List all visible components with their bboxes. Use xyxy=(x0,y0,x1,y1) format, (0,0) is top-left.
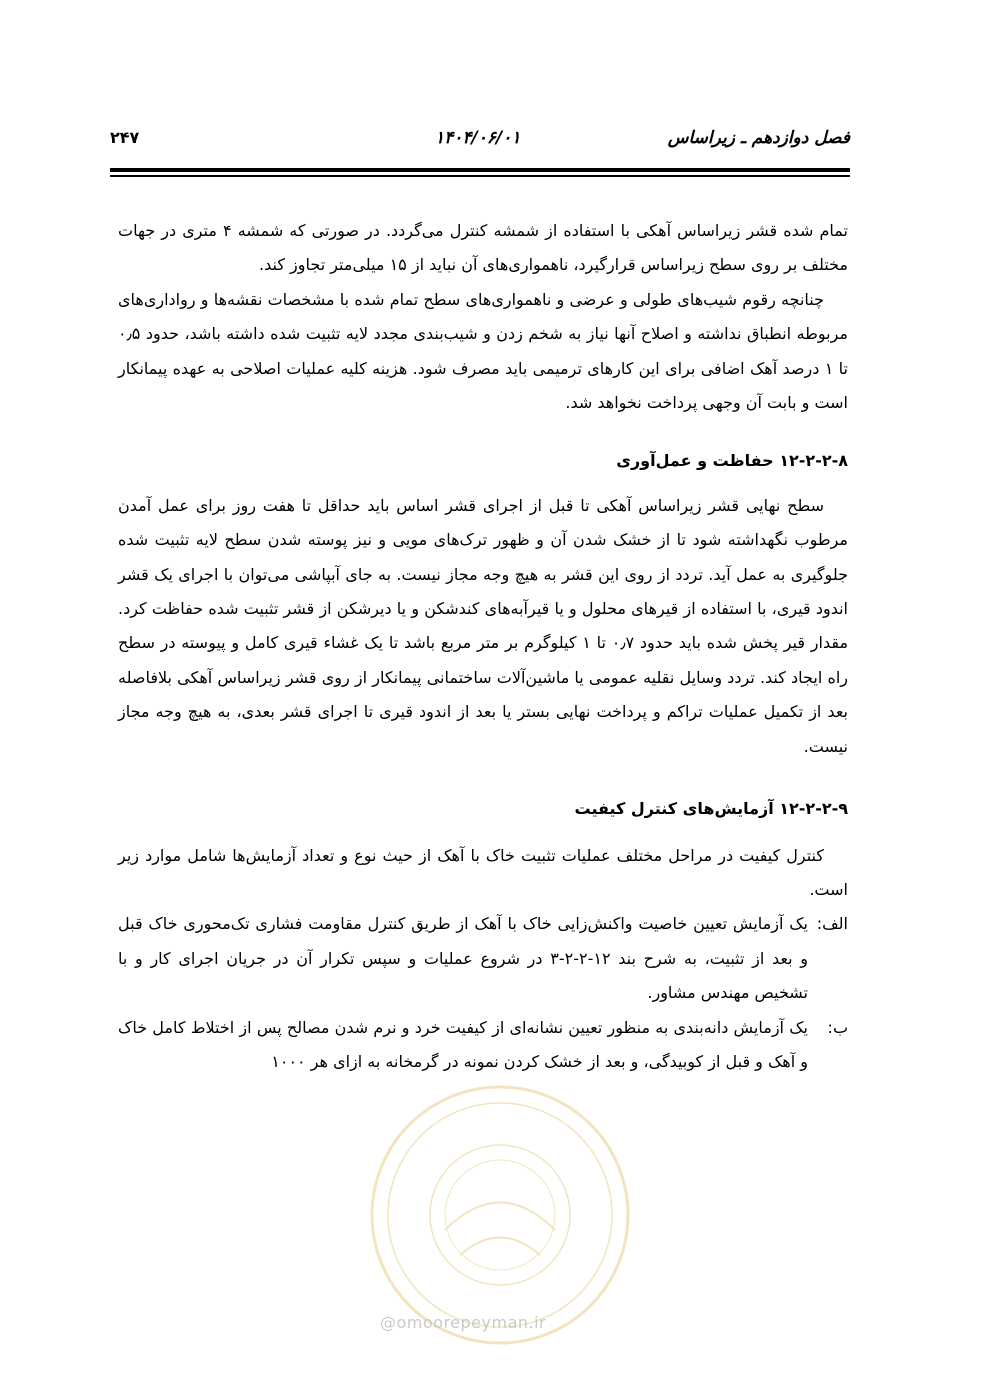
section-heading-protection: ۱۲-۲-۲-۸ حفاظت و عمل‌آوری xyxy=(616,451,848,471)
list-item-label: الف: xyxy=(816,914,848,934)
list-item-text: یک آزمایش دانه‌بندی به منظور تعیین نشانه‌ای از کیفیت خرد و نرم شدن مصالح پس از اختلاط کامل خاک و آهک و قبل از کوبیدگی، و بعد از خشک کردن نمونه در گرمخانه به ازای هر ۱۰۰۰ xyxy=(118,1017,808,1071)
paragraph: سطح نهایی قشر زیراساس آهکی تا قبل از اجرای قشر اساس باید حداقل تا هفت روز برای عمل آمدن مرطوب نگهداشته شود تا از خشک شدن آن و ظهور ترک‌های مویی و نیز پوسته شدن سطح لایه تثبیت شده جلوگیری به عمل آید. تردد از روی این قشر به هیچ وجه مجاز نیست. به جای آبپاشی می‌توان با اجرای یک قشر اندود قیری، با استفاده از قیرهای محلول و یا قیرآبه‌های کندشکن و یا دیرشکن از قشر تثبیت شده حفاظت کرد. مقدار قیر پخش شده باید حدود ۰٫۷ تا ۱ کیلوگرم بر متر مربع باشد تا یک غشاء قیری کامل و پیوسته در سطح راه ایجاد کند. تردد وسایل نقلیه عمومی یا ماشین‌آلات ساختمانی پیمانکار از روی قشر زیراساس آهکی بلافاصله بعد از تکمیل عملیات تراکم و پرداخت نهایی بستر یا بعد از اندود قیری تا اجرای قشر بعدی، به هیچ وجه مجاز نیست. xyxy=(118,495,849,756)
page-header xyxy=(110,128,850,158)
chapter-title: فصل دوازدهم ـ زیراساس xyxy=(667,128,850,148)
seal-watermark-icon xyxy=(365,1080,635,1350)
list-item xyxy=(118,907,848,1010)
list-item-text: یک آزمایش تعیین خاصیت واکنش‌زایی خاک با آهک از طریق کنترل مقاومت فشاری تک‌محوری خاک قبل و بعد از تثبیت، به شرح بند ۱۲-۲-۲-۳ در شروع عملیات و سپس تکرار آن در جریان اجرای کار و با تشخیص مهندس مشاور. xyxy=(118,914,809,1003)
paragraph: چنانچه رقوم شیب‌های طولی و عرضی و ناهمواری‌های سطح تمام شده با مشخصات نقشه‌ها و رواداری‌های مربوطه انطباق نداشته و اصلاح آنها نیاز به شخم زدن و شیب‌بندی مجدد لایه تثبیت شده داشته باشد، حدود ۰٫۵ تا ۱ درصد آهک اضافی برای این کارهای ترمیمی باید مصرف شود. هزینه کلیه عملیات اصلاحی به عهده پیمانکار است و بابت آن وجهی پرداخت نخواهد شد. xyxy=(118,289,848,413)
paragraph: تمام شده قشر زیراساس آهکی با استفاده از شمشه کنترل می‌گردد. در صورتی که شمشه ۴ متری در جهات مختلف بر روی سطح زیراساس قرارگیرد، ناهمواری‌های آن نباید از ۱۵ میلی‌متر تجاوز کند. xyxy=(118,221,849,275)
header-rule-thick xyxy=(110,168,850,172)
header-date: ۱۴۰۴/۰۶/۰۱ xyxy=(435,128,521,148)
paragraph: کنترل کیفیت در مراحل مختلف عملیات تثبیت خاک با آهک از حیث نوع و تعداد آزمایش‌ها شامل موارد زیر است. xyxy=(118,845,848,899)
page-body xyxy=(118,214,848,1079)
page-number: ۲۴۷ xyxy=(110,128,140,147)
list-item-label: ب: xyxy=(827,1017,848,1037)
section-heading-quality-control: ۱۲-۲-۲-۹ آزمایش‌های کنترل کیفیت xyxy=(574,799,848,819)
watermark-site-text: @omoorepeyman.ir xyxy=(380,1313,547,1332)
header-rule-thin xyxy=(110,175,850,177)
list-item xyxy=(118,1011,848,1080)
